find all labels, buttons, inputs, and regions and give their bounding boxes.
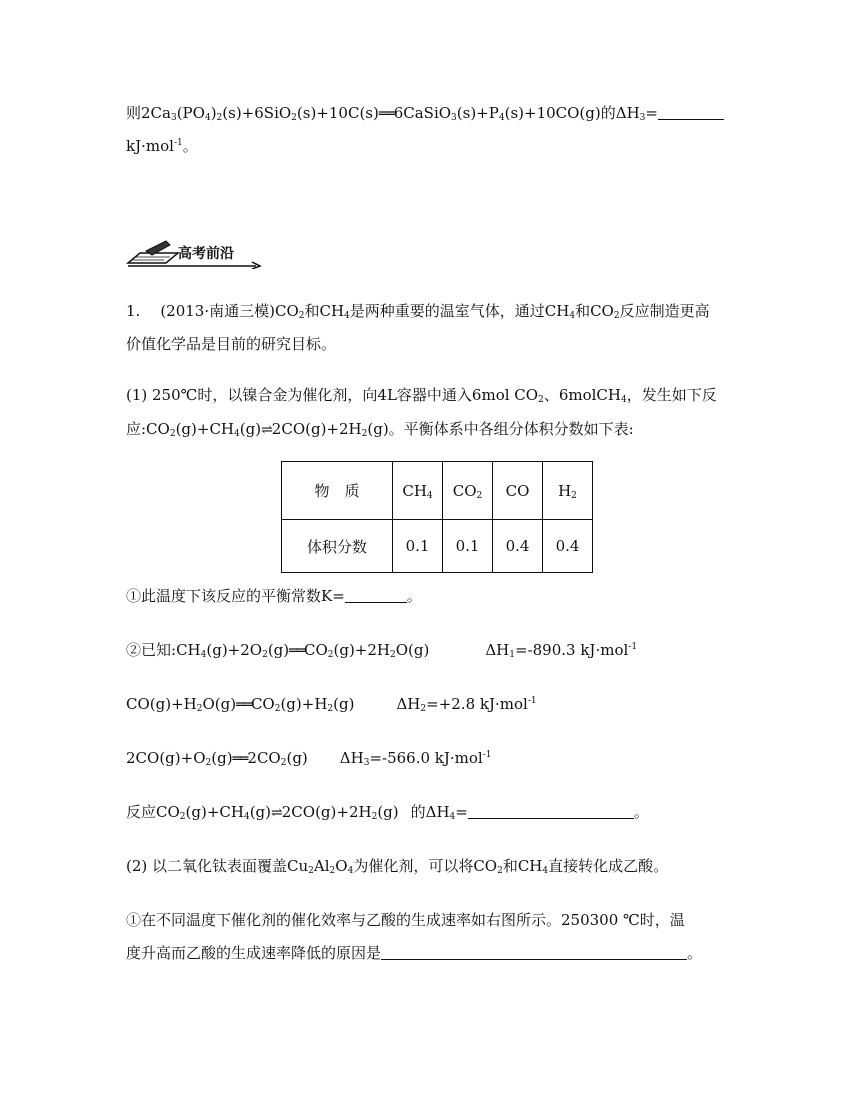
question-intro-line1: 1. (2013·南通三模)$CO_2$和$CH_4$是两种重要的温室气体，通过$CH_4$和$CO_2$反应制造更高 xyxy=(126,302,710,321)
q2-eq3: $2CO(g)+O_2(g)══2CO_2(g)$ $\Delta H_3=-566.0$ kJ·mol$^{-1}$ xyxy=(126,749,492,768)
value-h2: 0.4 xyxy=(543,520,593,573)
section-title: 高考前沿 xyxy=(178,246,234,262)
q1-line: ①此温度下该反应的平衡常数K= 。 xyxy=(126,587,422,605)
value-ch4: 0.1 xyxy=(393,520,443,573)
answer-blank-reason[interactable] xyxy=(381,945,687,960)
part2-q1-line1: ①在不同温度下催化剂的催化效率与乙酸的生成速率如右图所示。250300 ℃时，温 xyxy=(126,911,685,929)
table-row xyxy=(282,462,593,520)
answer-blank-dh3[interactable] xyxy=(658,105,724,120)
q2-eq1: ②已知$:CH_4(g)+2O_2(g)══CO_2(g)+2H_2O(g)$ $\Delta H_1=-890.3$ kJ·mol$^{-1}$ xyxy=(126,641,638,660)
answer-blank-k[interactable] xyxy=(345,588,407,603)
table-row xyxy=(282,520,593,573)
part2-q1-line2: 度升高而乙酸的生成速率降低的原因是 。 xyxy=(126,944,703,962)
header-co: CO xyxy=(493,462,543,520)
answer-blank-dh4[interactable] xyxy=(468,804,634,819)
top-unit-line: kJ·mol$^{-1}$。 xyxy=(126,137,198,155)
header-ch4: $CH_4$ xyxy=(393,462,443,520)
header-co2: $CO_2$ xyxy=(443,462,493,520)
part2-line: (2) 以二氧化钛表面覆盖$Cu_2Al_2O_4$为催化剂，可以将$CO_2$和$CH_4$直接转化成乙酸。 xyxy=(126,857,669,876)
question-intro-line2: 价值化学品是目前的研究目标。 xyxy=(126,335,337,353)
header-h2: $H_2$ xyxy=(543,462,593,520)
part1-line2: 应$:CO_2(g)+CH_4(g)\rightleftharpoons 2CO(g)+2H_2(g)$。平衡体系中各组分体积分数如下表: xyxy=(126,420,634,439)
value-co2: 0.1 xyxy=(443,520,493,573)
value-co: 0.4 xyxy=(493,520,543,573)
part1-line1: (1) 250℃时，以镍合金为催化剂，向4L容器中通入6mol $CO_2$、6molCH$_4$，发生如下反 xyxy=(126,386,717,405)
q2-ask: 反应$CO_2(g)+CH_4(g)\rightleftharpoons 2CO(g)+2H_2(g)$ 的$\Delta H_4=$ 。 xyxy=(126,803,649,822)
top-equation-line: 则$2Ca_3(PO_4)_2(s)+6SiO_2(s)+10C(s)══6CaSiO_3(s)+P_4(s)+10CO(g)$的$\Delta H_3=$ xyxy=(126,103,724,124)
row-label: 体积分数 xyxy=(282,520,393,573)
q2-eq2: $CO(g)+H_2O(g)══CO_2(g)+H_2(g)$ $\Delta H_2=+2.8$ kJ·mol$^{-1}$ xyxy=(126,695,537,714)
header-substance: 物 质 xyxy=(282,462,393,520)
volume-fraction-table xyxy=(281,461,593,573)
